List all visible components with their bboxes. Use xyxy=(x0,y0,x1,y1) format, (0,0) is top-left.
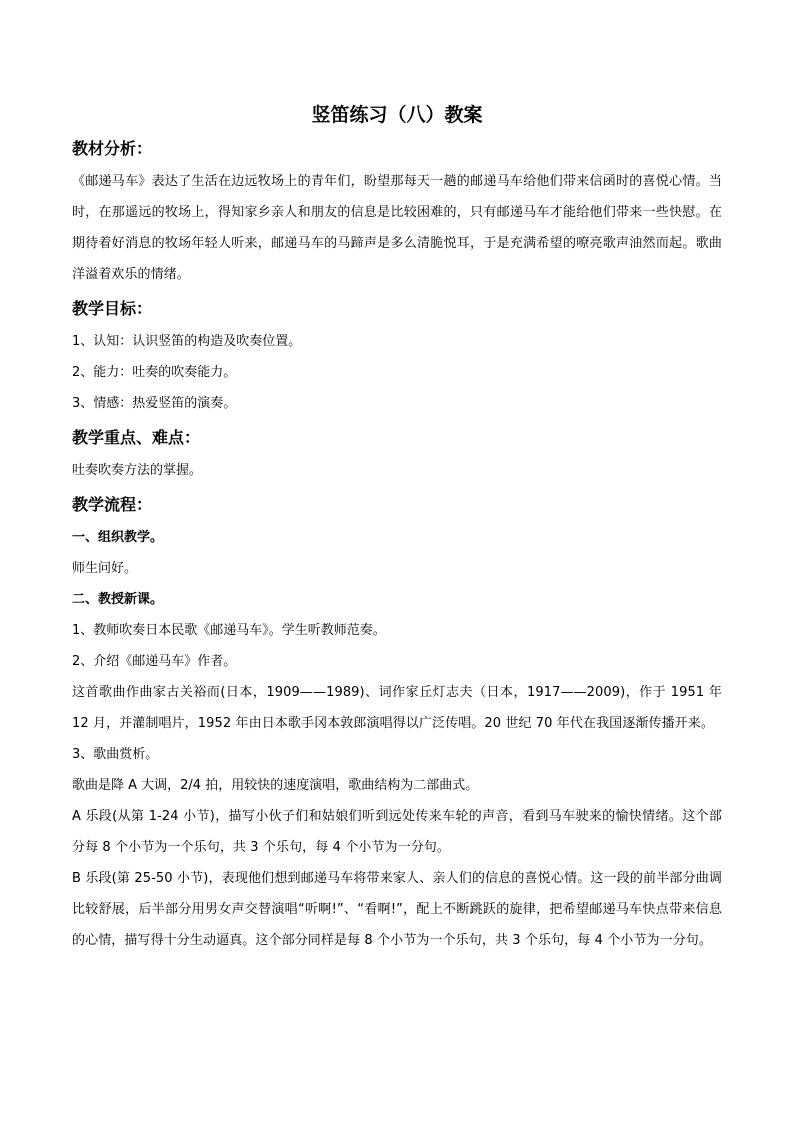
goal-item-ability: 2、能力：吐奏的吹奏能力。 xyxy=(72,365,237,380)
goal-item-cognition: 1、认知：认识竖笛的构造及吹奏位置。 xyxy=(72,334,302,349)
lesson-item-1: 1、教师吹奏日本民歌《邮递马车》。学生听教师范奏。 xyxy=(72,623,386,638)
song-key-text: 歌曲是降 A 大调，2/4 拍，用较快的速度演唱，歌曲结构为二部曲式。 xyxy=(72,778,479,793)
subheading-organize: 一、组织教学。 xyxy=(72,530,164,545)
heading-analysis: 教材分析： xyxy=(72,139,153,158)
subheading-new-lesson: 二、教授新课。 xyxy=(72,592,164,607)
heading-goals: 教学目标： xyxy=(72,299,153,318)
page-title: 竖笛练习（八）教案 xyxy=(311,104,483,126)
section-b-paragraph: B 乐段(第 25-50 小节)，表现他们想到邮递马车将带来家人、亲人们的信息的喜悦心情。这一段的前半部分曲调比较舒展，后半部分用男女声交替演唱“听啊!”、“看啊!”，配上不断跳跃的旋律，把希望邮递马车快点带来信息的心情，描写得十分生动逼真。这个部分同样是每 8 个小节为一个乐句，共 3 个乐句，每 4 个小节为一分句。 xyxy=(72,871,722,948)
analysis-paragraph: 《邮递马车》表达了生活在边远牧场上的青年们，盼望那每天一趟的邮递马车给他们带来信函时的喜悦心情。当时，在那遥远的牧场上，得知家乡亲人和朋友的信息是比较困难的，只有邮递马车才能给他们带来一些快慰。在期待着好消息的牧场年轻人听来，邮递马车的马蹄声是多么清脆悦耳，于是充满希望的嘹亮歌声油然而起。歌曲洋溢着欢乐的情绪。 xyxy=(72,174,722,282)
lesson-item-3: 3、歌曲赏析。 xyxy=(72,747,159,762)
composer-paragraph: 这首歌曲作曲家古关裕而(日本，1909——1989)、词作家丘灯志夫（日本，1917——2009)，作于 1951 年 12 月，并灌制唱片，1952 年由日本歌手冈本敦郎演唱得以广泛传唱。20 世纪 70 年代在我国逐渐传播开来。 xyxy=(72,685,722,731)
document-page xyxy=(72,100,722,956)
lesson-item-2: 2、介绍《邮递马车》作者。 xyxy=(72,654,237,669)
keypoints-text: 吐奏吹奏方法的掌握。 xyxy=(72,463,203,478)
heading-keypoints: 教学重点、难点： xyxy=(72,428,201,447)
section-a-paragraph: A 乐段(从第 1-24 小节)，描写小伙子们和姑娘们听到远处传来车轮的声音，看到马车驶来的愉快情绪。这个部分每 8 个小节为一个乐句，共 3 个乐句，每 4 个小节为一分句。 xyxy=(72,809,722,855)
organize-text: 师生问好。 xyxy=(72,561,138,576)
heading-process: 教学流程： xyxy=(72,495,153,514)
goal-item-emotion: 3、情感：热爱竖笛的演奏。 xyxy=(72,396,237,411)
